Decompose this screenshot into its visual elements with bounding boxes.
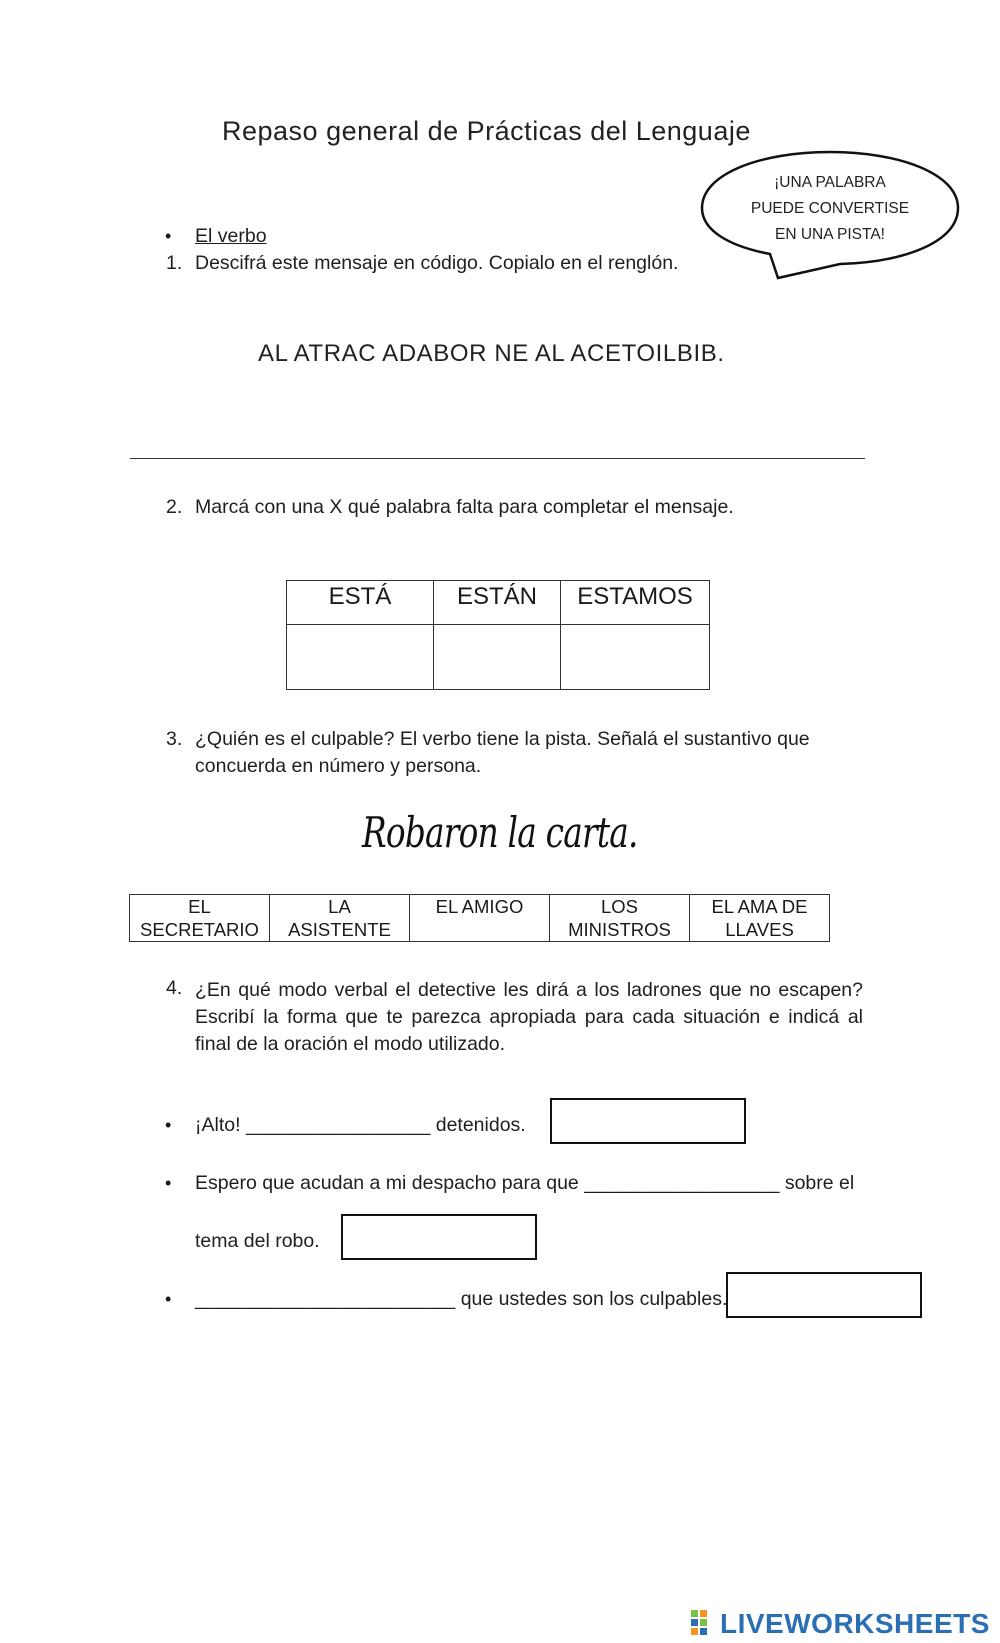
answer-blank[interactable]: ________________________ — [195, 1288, 456, 1310]
question-number: 1. — [166, 252, 183, 274]
mode-answer-box[interactable] — [341, 1214, 537, 1260]
suspect-cell[interactable]: LA ASISTENTE — [270, 895, 410, 942]
q4-item-1: ¡Alto! _________________ detenidos. — [195, 1114, 526, 1136]
brand-name: LIVEWORKSHEETS — [720, 1608, 990, 1639]
clue-sentence: Robaron la carta. — [362, 808, 638, 857]
q2-text: Marcá con una X qué palabra falta para completar el mensaje. — [195, 496, 734, 518]
bullet-icon: • — [165, 1115, 172, 1135]
option-header: ESTAMOS — [561, 581, 710, 625]
q3-text-line: ¿Quién es el culpable? El verbo tiene la pista. Señalá el sustantivo que — [195, 728, 810, 750]
bubble-line: EN UNA PISTA! — [775, 226, 885, 243]
option-header: ESTÁN — [434, 581, 561, 625]
options-table — [286, 580, 710, 690]
liveworksheets-logo — [690, 1608, 990, 1643]
speech-bubble-text — [700, 170, 960, 248]
mark-cell[interactable] — [434, 625, 561, 690]
suspects-table — [129, 894, 830, 942]
bullet-icon: • — [165, 1289, 172, 1309]
question-number: 4. — [166, 977, 183, 999]
suspect-cell[interactable]: EL SECRETARIO — [130, 895, 270, 942]
suspect-cell[interactable]: EL AMA DE LLAVES — [690, 895, 830, 942]
bullet-icon: • — [165, 226, 172, 246]
coded-message: AL ATRAC ADABOR NE AL ACETOILBIB. — [258, 340, 725, 367]
question-number: 2. — [166, 496, 183, 518]
q4-text: ¿En qué modo verbal el detective les dirá a los ladrones que no escapen? Escribí la forma que te parezca apropiada para cada situación e indicá al final de la oración el modo utilizado. — [195, 979, 863, 1055]
page-title: Repaso general de Prácticas del Lenguaje — [222, 116, 751, 146]
q3-text-line: concuerda en número y persona. — [195, 755, 482, 777]
section-heading: El verbo — [195, 225, 267, 247]
q4-item-3: ________________________ que ustedes son los culpables. — [195, 1288, 728, 1310]
brand-logo-icon — [690, 1608, 716, 1638]
answer-blank[interactable]: _________________ — [245, 1114, 431, 1136]
answer-blank[interactable]: __________________ — [584, 1172, 780, 1194]
bubble-line: ¡UNA PALABRA — [774, 174, 886, 191]
suspect-cell[interactable]: LOS MINISTROS — [550, 895, 690, 942]
q4-item-2: Espero que acudan a mi despacho para que __________________ sobre el — [195, 1172, 855, 1194]
suspect-cell[interactable]: EL AMIGO — [410, 895, 550, 942]
option-header: ESTÁ — [287, 581, 434, 625]
question-number: 3. — [166, 728, 183, 750]
mark-cell[interactable] — [287, 625, 434, 690]
bubble-line: PUEDE CONVERTISE — [750, 200, 910, 217]
q4-item-2-line2: tema del robo. — [195, 1230, 320, 1252]
mode-answer-box[interactable] — [726, 1272, 922, 1318]
mode-answer-box[interactable] — [550, 1098, 746, 1144]
bullet-icon: • — [165, 1173, 172, 1193]
q1-text: Descifrá este mensaje en código. Copialo en el renglón. — [195, 252, 679, 274]
answer-line[interactable] — [130, 458, 865, 459]
mark-cell[interactable] — [561, 625, 710, 690]
